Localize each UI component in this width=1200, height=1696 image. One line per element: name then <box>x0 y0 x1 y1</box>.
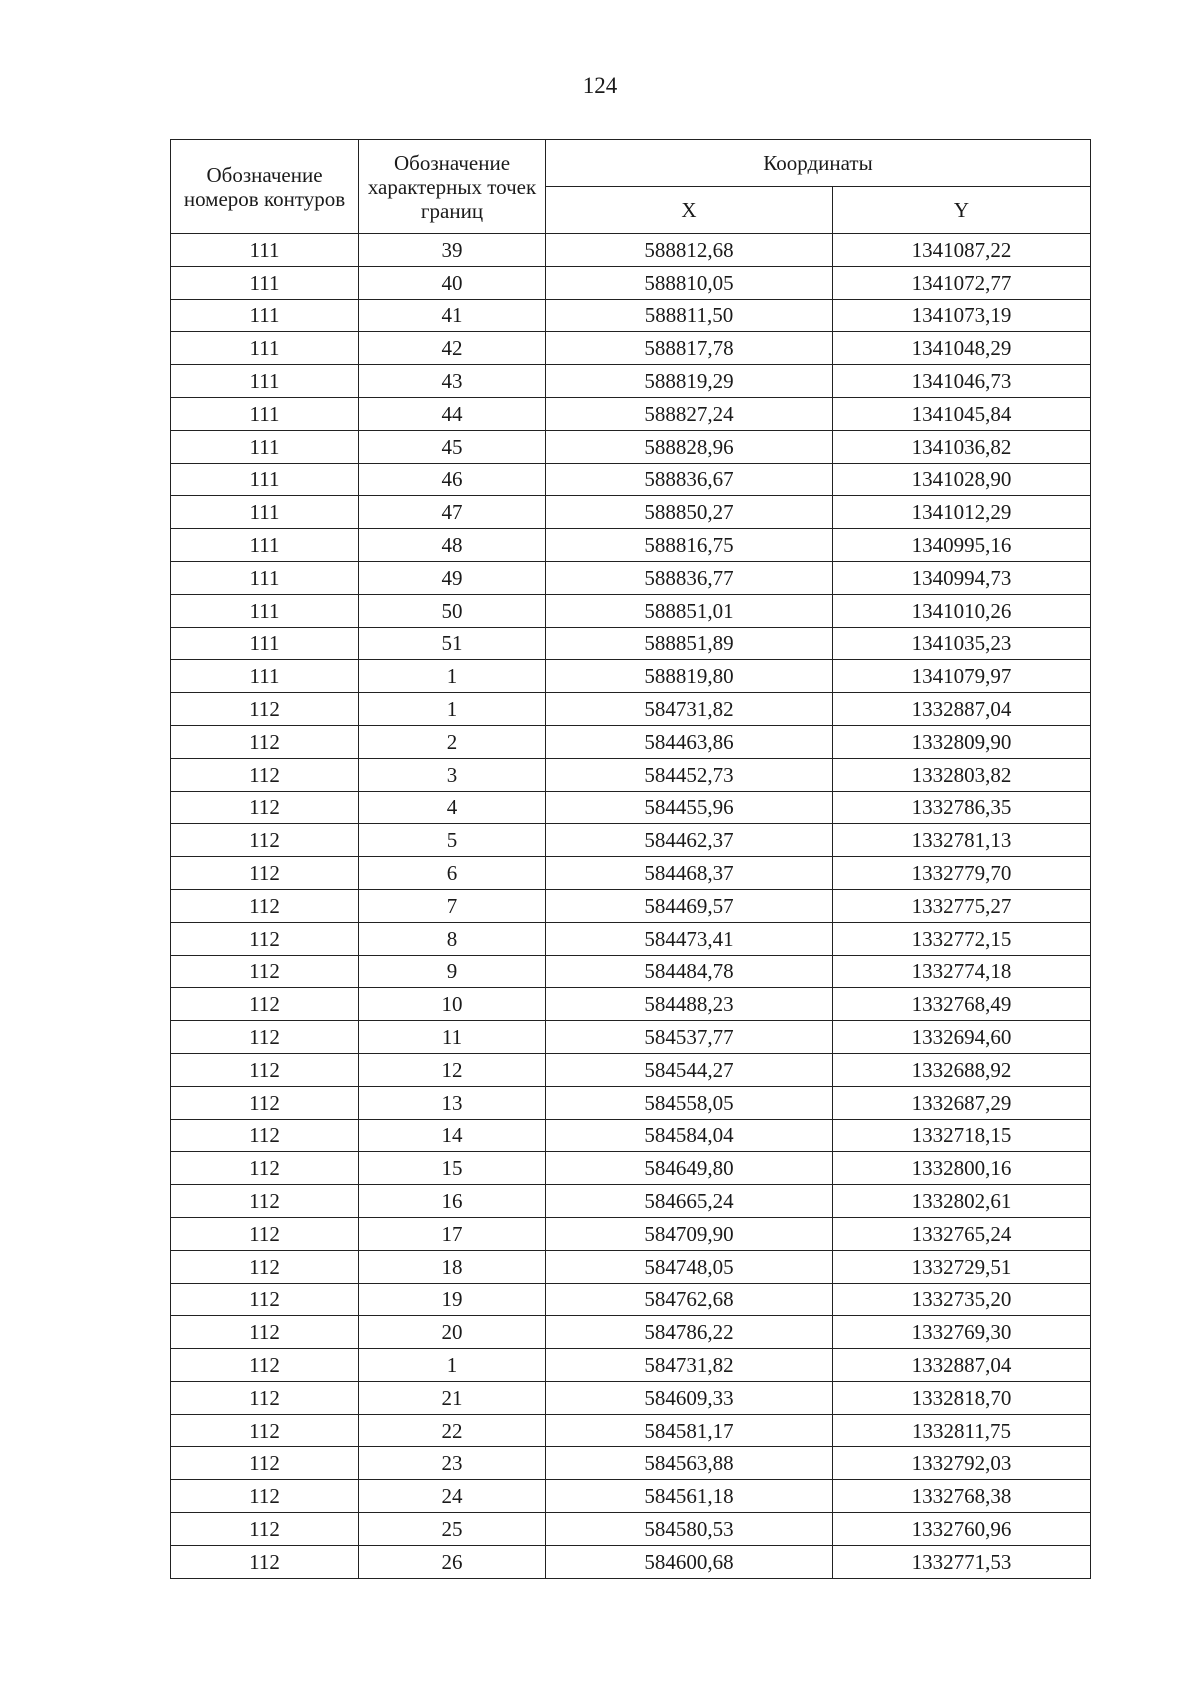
cell-contour: 112 <box>171 1119 359 1152</box>
cell-point: 26 <box>359 1545 546 1578</box>
cell-x: 588817,78 <box>546 332 833 365</box>
cell-x: 588827,24 <box>546 397 833 430</box>
table-row <box>171 988 1091 1021</box>
cell-y: 1332786,35 <box>833 791 1091 824</box>
cell-y: 1341045,84 <box>833 397 1091 430</box>
cell-y: 1341036,82 <box>833 430 1091 463</box>
cell-contour: 112 <box>171 857 359 890</box>
table-row <box>171 1086 1091 1119</box>
cell-x: 588836,67 <box>546 463 833 496</box>
table-row <box>171 1152 1091 1185</box>
cell-x: 588851,01 <box>546 594 833 627</box>
cell-point: 1 <box>359 660 546 693</box>
cell-x: 584731,82 <box>546 1349 833 1382</box>
cell-contour: 111 <box>171 594 359 627</box>
cell-x: 584452,73 <box>546 758 833 791</box>
cell-contour: 112 <box>171 1283 359 1316</box>
cell-y: 1341087,22 <box>833 234 1091 267</box>
table-row <box>171 824 1091 857</box>
cell-x: 584469,57 <box>546 889 833 922</box>
cell-contour: 112 <box>171 725 359 758</box>
cell-contour: 112 <box>171 889 359 922</box>
cell-x: 588819,29 <box>546 365 833 398</box>
table-row <box>171 1119 1091 1152</box>
cell-y: 1341079,97 <box>833 660 1091 693</box>
table-row <box>171 889 1091 922</box>
cell-contour: 111 <box>171 463 359 496</box>
table-row <box>171 299 1091 332</box>
table-row <box>171 430 1091 463</box>
table-row <box>171 496 1091 529</box>
cell-contour: 111 <box>171 561 359 594</box>
cell-point: 48 <box>359 529 546 562</box>
table-row <box>171 463 1091 496</box>
cell-x: 584762,68 <box>546 1283 833 1316</box>
cell-point: 15 <box>359 1152 546 1185</box>
cell-contour: 111 <box>171 299 359 332</box>
cell-y: 1332729,51 <box>833 1250 1091 1283</box>
cell-x: 584581,17 <box>546 1414 833 1447</box>
cell-x: 584462,37 <box>546 824 833 857</box>
cell-x: 584786,22 <box>546 1316 833 1349</box>
cell-x: 584731,82 <box>546 693 833 726</box>
cell-y: 1341048,29 <box>833 332 1091 365</box>
cell-point: 42 <box>359 332 546 365</box>
table-row <box>171 1316 1091 1349</box>
header-coordinates: Координаты <box>546 140 1091 187</box>
table-row <box>171 234 1091 267</box>
table-row <box>171 1349 1091 1382</box>
cell-y: 1341035,23 <box>833 627 1091 660</box>
cell-y: 1332792,03 <box>833 1447 1091 1480</box>
cell-point: 13 <box>359 1086 546 1119</box>
cell-point: 7 <box>359 889 546 922</box>
table-row <box>171 1480 1091 1513</box>
cell-contour: 111 <box>171 365 359 398</box>
cell-point: 39 <box>359 234 546 267</box>
table-row <box>171 627 1091 660</box>
cell-point: 47 <box>359 496 546 529</box>
cell-x: 588819,80 <box>546 660 833 693</box>
cell-x: 584649,80 <box>546 1152 833 1185</box>
cell-y: 1332688,92 <box>833 1053 1091 1086</box>
cell-y: 1340995,16 <box>833 529 1091 562</box>
cell-contour: 112 <box>171 988 359 1021</box>
cell-contour: 111 <box>171 397 359 430</box>
cell-y: 1332718,15 <box>833 1119 1091 1152</box>
cell-x: 588836,77 <box>546 561 833 594</box>
cell-x: 584580,53 <box>546 1513 833 1546</box>
cell-x: 588810,05 <box>546 266 833 299</box>
cell-point: 20 <box>359 1316 546 1349</box>
cell-x: 584463,86 <box>546 725 833 758</box>
page-number: 124 <box>582 73 618 98</box>
cell-contour: 112 <box>171 1086 359 1119</box>
cell-contour: 112 <box>171 1381 359 1414</box>
table-row <box>171 397 1091 430</box>
cell-y: 1332818,70 <box>833 1381 1091 1414</box>
cell-contour: 112 <box>171 1414 359 1447</box>
table-header <box>171 140 1091 234</box>
cell-x: 584584,04 <box>546 1119 833 1152</box>
cell-point: 44 <box>359 397 546 430</box>
cell-y: 1332735,20 <box>833 1283 1091 1316</box>
cell-point: 24 <box>359 1480 546 1513</box>
cell-point: 23 <box>359 1447 546 1480</box>
cell-y: 1332768,49 <box>833 988 1091 1021</box>
cell-x: 584468,37 <box>546 857 833 890</box>
cell-y: 1341028,90 <box>833 463 1091 496</box>
table-row <box>171 594 1091 627</box>
table-row <box>171 1414 1091 1447</box>
cell-point: 21 <box>359 1381 546 1414</box>
cell-point: 5 <box>359 824 546 857</box>
cell-x: 588812,68 <box>546 234 833 267</box>
cell-contour: 112 <box>171 1316 359 1349</box>
cell-point: 4 <box>359 791 546 824</box>
cell-point: 2 <box>359 725 546 758</box>
table-row <box>171 758 1091 791</box>
table-row <box>171 791 1091 824</box>
cell-point: 3 <box>359 758 546 791</box>
cell-point: 12 <box>359 1053 546 1086</box>
cell-y: 1341073,19 <box>833 299 1091 332</box>
cell-contour: 112 <box>171 922 359 955</box>
cell-contour: 112 <box>171 1349 359 1382</box>
cell-y: 1332771,53 <box>833 1545 1091 1578</box>
cell-x: 584488,23 <box>546 988 833 1021</box>
cell-y: 1332887,04 <box>833 1349 1091 1382</box>
cell-contour: 112 <box>171 693 359 726</box>
table-row <box>171 332 1091 365</box>
header-contour-numbers: Обозначение номеров контуров <box>171 140 359 234</box>
cell-x: 588811,50 <box>546 299 833 332</box>
table-row <box>171 1283 1091 1316</box>
cell-y: 1332800,16 <box>833 1152 1091 1185</box>
cell-x: 584473,41 <box>546 922 833 955</box>
table-row <box>171 1021 1091 1054</box>
cell-contour: 111 <box>171 529 359 562</box>
table-row <box>171 365 1091 398</box>
cell-contour: 112 <box>171 1021 359 1054</box>
cell-x: 584544,27 <box>546 1053 833 1086</box>
cell-x: 584561,18 <box>546 1480 833 1513</box>
table-body <box>171 234 1091 1579</box>
table-row <box>171 561 1091 594</box>
cell-y: 1332694,60 <box>833 1021 1091 1054</box>
table-row <box>171 1381 1091 1414</box>
header-x: X <box>546 187 833 234</box>
cell-x: 584665,24 <box>546 1185 833 1218</box>
cell-point: 10 <box>359 988 546 1021</box>
cell-x: 584709,90 <box>546 1217 833 1250</box>
cell-contour: 112 <box>171 1480 359 1513</box>
cell-point: 19 <box>359 1283 546 1316</box>
table-row <box>171 1185 1091 1218</box>
cell-point: 18 <box>359 1250 546 1283</box>
cell-y: 1332760,96 <box>833 1513 1091 1546</box>
cell-y: 1332811,75 <box>833 1414 1091 1447</box>
cell-x: 584558,05 <box>546 1086 833 1119</box>
table-row <box>171 1217 1091 1250</box>
table-row <box>171 266 1091 299</box>
cell-x: 588816,75 <box>546 529 833 562</box>
cell-contour: 112 <box>171 1545 359 1578</box>
table-row <box>171 529 1091 562</box>
table-row <box>171 1513 1091 1546</box>
cell-y: 1332774,18 <box>833 955 1091 988</box>
cell-y: 1332687,29 <box>833 1086 1091 1119</box>
cell-contour: 112 <box>171 1250 359 1283</box>
cell-point: 46 <box>359 463 546 496</box>
table-row <box>171 725 1091 758</box>
cell-point: 45 <box>359 430 546 463</box>
cell-point: 41 <box>359 299 546 332</box>
cell-y: 1341072,77 <box>833 266 1091 299</box>
cell-contour: 111 <box>171 332 359 365</box>
cell-x: 588828,96 <box>546 430 833 463</box>
cell-y: 1332779,70 <box>833 857 1091 890</box>
cell-contour: 112 <box>171 1513 359 1546</box>
cell-contour: 112 <box>171 1053 359 1086</box>
cell-contour: 112 <box>171 1217 359 1250</box>
cell-point: 8 <box>359 922 546 955</box>
cell-y: 1332769,30 <box>833 1316 1091 1349</box>
header-boundary-points: Обозначение характерных точек границ <box>359 140 546 234</box>
header-y: Y <box>833 187 1091 234</box>
cell-contour: 111 <box>171 430 359 463</box>
cell-contour: 111 <box>171 496 359 529</box>
table-row <box>171 1250 1091 1283</box>
cell-contour: 112 <box>171 1185 359 1218</box>
cell-point: 16 <box>359 1185 546 1218</box>
cell-x: 584600,68 <box>546 1545 833 1578</box>
cell-x: 588850,27 <box>546 496 833 529</box>
cell-contour: 111 <box>171 627 359 660</box>
table-row <box>171 1053 1091 1086</box>
table-row <box>171 955 1091 988</box>
cell-y: 1332802,61 <box>833 1185 1091 1218</box>
cell-y: 1341046,73 <box>833 365 1091 398</box>
cell-y: 1332809,90 <box>833 725 1091 758</box>
cell-point: 50 <box>359 594 546 627</box>
cell-contour: 112 <box>171 791 359 824</box>
cell-y: 1340994,73 <box>833 561 1091 594</box>
coordinates-table <box>170 139 1091 1579</box>
cell-x: 584537,77 <box>546 1021 833 1054</box>
cell-y: 1332775,27 <box>833 889 1091 922</box>
cell-y: 1332803,82 <box>833 758 1091 791</box>
cell-x: 584563,88 <box>546 1447 833 1480</box>
cell-y: 1332887,04 <box>833 693 1091 726</box>
cell-contour: 112 <box>171 1152 359 1185</box>
cell-y: 1332765,24 <box>833 1217 1091 1250</box>
cell-x: 584609,33 <box>546 1381 833 1414</box>
cell-point: 43 <box>359 365 546 398</box>
table-row <box>171 660 1091 693</box>
cell-point: 6 <box>359 857 546 890</box>
cell-point: 9 <box>359 955 546 988</box>
table-row <box>171 693 1091 726</box>
cell-contour: 112 <box>171 758 359 791</box>
table-row <box>171 922 1091 955</box>
cell-point: 25 <box>359 1513 546 1546</box>
cell-contour: 111 <box>171 234 359 267</box>
cell-point: 49 <box>359 561 546 594</box>
cell-point: 51 <box>359 627 546 660</box>
cell-contour: 112 <box>171 1447 359 1480</box>
table-row <box>171 1545 1091 1578</box>
cell-y: 1332772,15 <box>833 922 1091 955</box>
cell-x: 588851,89 <box>546 627 833 660</box>
cell-contour: 112 <box>171 955 359 988</box>
cell-x: 584484,78 <box>546 955 833 988</box>
cell-y: 1332781,13 <box>833 824 1091 857</box>
cell-point: 11 <box>359 1021 546 1054</box>
cell-y: 1332768,38 <box>833 1480 1091 1513</box>
cell-contour: 111 <box>171 660 359 693</box>
cell-point: 17 <box>359 1217 546 1250</box>
cell-contour: 112 <box>171 824 359 857</box>
table-row <box>171 1447 1091 1480</box>
cell-point: 22 <box>359 1414 546 1447</box>
cell-x: 584748,05 <box>546 1250 833 1283</box>
cell-point: 1 <box>359 693 546 726</box>
cell-y: 1341012,29 <box>833 496 1091 529</box>
cell-point: 14 <box>359 1119 546 1152</box>
cell-y: 1341010,26 <box>833 594 1091 627</box>
cell-point: 40 <box>359 266 546 299</box>
cell-point: 1 <box>359 1349 546 1382</box>
table-row <box>171 857 1091 890</box>
cell-x: 584455,96 <box>546 791 833 824</box>
cell-contour: 111 <box>171 266 359 299</box>
